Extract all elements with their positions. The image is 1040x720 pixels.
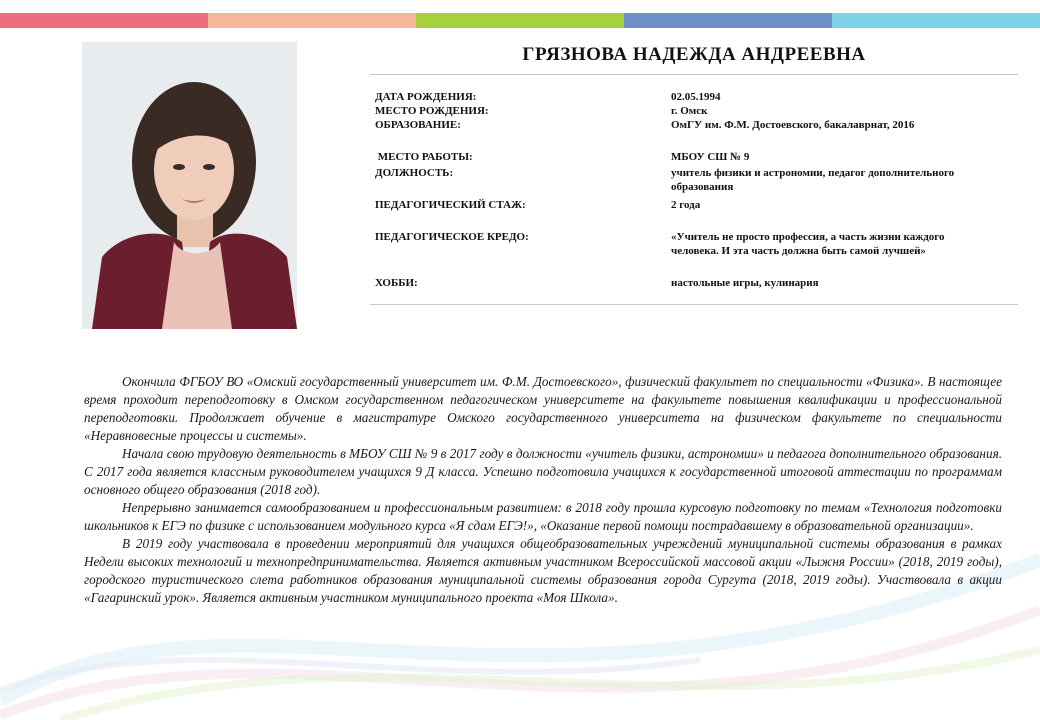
info-label: ПЕДАГОГИЧЕСКОЕ КРЕДО: bbox=[375, 231, 529, 243]
info-value: ОмГУ им. Ф.М. Достоевского, бакалаврнат, 2016 bbox=[671, 119, 915, 131]
stripe-segment-4 bbox=[624, 13, 832, 28]
info-label: ОБРАЗОВАНИЕ: bbox=[375, 119, 461, 131]
top-color-stripe bbox=[0, 13, 1040, 28]
bio-paragraph-3: Непрерывно занимается самообразованием и профессиональным развитием: в 2018 году прошла курсовую подготовку по темам «Технология подготовки школьников к ЕГЭ по физике с использованием модульного курса «Я сдам ЕГЭ!», «Оказание первой помощи пострадавшему в образовательной организации». bbox=[84, 500, 1002, 533]
biography-text bbox=[84, 373, 1002, 607]
info-value: МБОУ СШ № 9 bbox=[671, 151, 750, 163]
top-divider bbox=[370, 74, 1018, 75]
portrait-photo bbox=[82, 42, 297, 329]
info-label: ДАТА РОЖДЕНИЯ: bbox=[375, 91, 477, 103]
info-label: МЕСТО РАБОТЫ: bbox=[375, 151, 473, 163]
info-label: МЕСТО РОЖДЕНИЯ: bbox=[375, 105, 489, 117]
bottom-divider bbox=[370, 304, 1018, 305]
person-name-heading: ГРЯЗНОВА НАДЕЖДА АНДРЕЕВНА bbox=[522, 44, 866, 65]
info-value: 02.05.1994 bbox=[671, 91, 721, 103]
stripe-segment-5 bbox=[832, 13, 1040, 28]
stripe-segment-1 bbox=[0, 13, 208, 28]
bio-paragraph-4: В 2019 году участвовала в проведении мероприятий для учащихся общеобразовательных учреждений муниципальной системы образования в рамках Недели высоких технологий и технопредпринимательства. Является активным участником Всероссийской массовой акции «Лыжня России» (2018, 2019 годы), городского туристического слета работников образования муниципальной системы образования города Сургута (2018, 2019 годы). Участвовала в акции «Гагаринский урок». Является активным участником муниципального проекта «Моя Школа». bbox=[84, 536, 1002, 605]
info-value: настольные игры, кулинария bbox=[671, 277, 819, 289]
info-value: 2 года bbox=[671, 199, 701, 211]
bio-paragraph-1: Окончила ФГБОУ ВО «Омский государственный университет им. Ф.М. Достоевского», физический факультет по специальности «Физика». В настоящее время проходит переподготовку в Омском государственном педагогическом университете на факультете повышения квалификации и профессиональной переподготовки. Продолжает обучение в магистратуре Омского государственного университета на физическом факультете по специальности «Неравновесные процессы и системы». bbox=[84, 374, 1002, 443]
stripe-segment-3 bbox=[416, 13, 624, 28]
info-value: учитель физики и астрономии, педагог дополнительного образования bbox=[671, 167, 955, 193]
info-value: «Учитель не просто профессия, а часть жизни каждого человека. И эта часть должна быть самой лучшей» bbox=[671, 231, 945, 257]
person-portrait-icon bbox=[82, 42, 297, 329]
stripe-segment-2 bbox=[208, 13, 416, 28]
info-label: ХОББИ: bbox=[375, 277, 418, 289]
info-label: ПЕДАГОГИЧЕСКИЙ СТАЖ: bbox=[375, 199, 526, 211]
info-value: г. Омск bbox=[671, 105, 708, 117]
info-label: ДОЛЖНОСТЬ: bbox=[375, 167, 454, 179]
bio-paragraph-2: Начала свою трудовую деятельность в МБОУ СШ № 9 в 2017 году в должности «учитель физики, астрономии» и педагога дополнительного образования. С 2017 года является классным руководителем учащихся 9 Д класса. Успешно подготовила учащихся к государственной итоговой аттестации по программам основного общего образования (2018 год). bbox=[84, 446, 1002, 497]
